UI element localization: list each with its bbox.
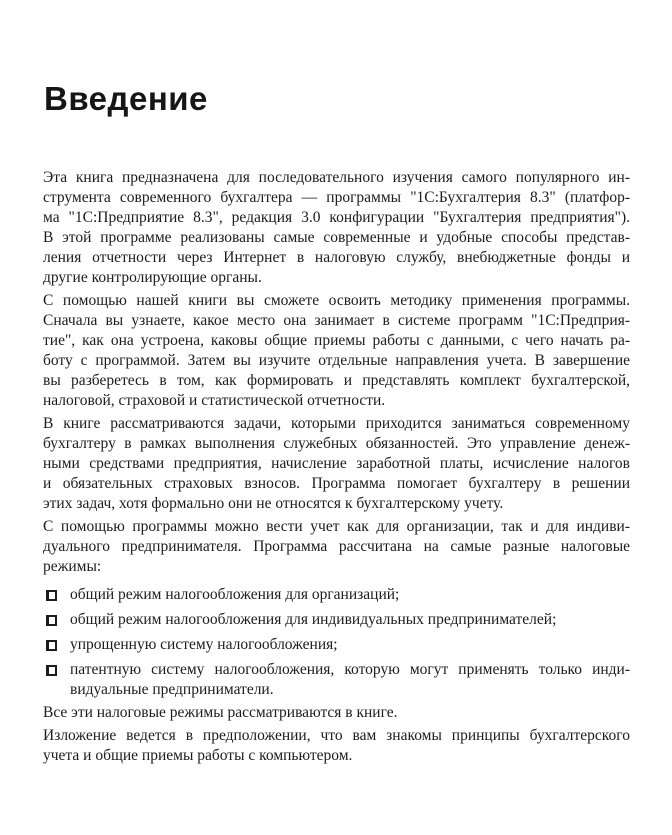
paragraph-line: другие контролирующие органы. — [43, 269, 262, 286]
paragraph-line: и обязательных страховых взносов. Программа помогает бухгалтеру в решении — [43, 475, 630, 492]
chapter-title: Введение — [44, 80, 208, 117]
paragraph-line: этих задач, хотя формально они не относятся к бухгалтерскому учету. — [43, 495, 504, 512]
paragraph-line: вы разберетесь в том, как формировать и представлять комплект бухгалтерской, — [43, 372, 630, 389]
paragraph — [43, 517, 630, 577]
paragraph-line: тие", как она устроена, каковы общие приемы работы с данными, с чего начать ра- — [43, 332, 630, 349]
paragraph — [43, 703, 630, 723]
paragraph-line: В книге рассматриваются задачи, которыми приходится заниматься современному — [43, 415, 630, 432]
list-item-line: общий режим налогообложения для организаций; — [70, 586, 400, 603]
paragraph-line: Эта книга предназначена для последовательного изучения самого популярного ин- — [43, 169, 630, 186]
paragraph-line: учета и общие приемы работы с компьютером. — [43, 747, 353, 764]
paragraph — [43, 414, 630, 514]
list-item-line: упрощенную систему налогообложения; — [70, 636, 338, 653]
paragraph — [43, 168, 630, 288]
list-item — [43, 660, 630, 700]
paragraph-line: режимы: — [43, 558, 102, 575]
paragraph — [43, 291, 630, 411]
paragraph-line: ления отчетности через Интернет в налоговую службу, внебюджетные фонды и — [43, 249, 630, 266]
list-item — [43, 610, 630, 630]
list-item — [43, 585, 630, 605]
square-bullet-icon — [46, 665, 57, 676]
paragraph-line: ными средствами предприятия, начисление заработной платы, исчисление налогов — [43, 455, 630, 472]
list-item-line: общий режим налогообложения для индивидуальных предпринимателей; — [70, 611, 557, 628]
body-text — [43, 168, 630, 766]
paragraph-line: Все эти налоговые режимы рассматриваются в книге. — [43, 704, 398, 721]
list-item-line: видуальные предприниматели. — [70, 681, 274, 698]
page-content — [43, 0, 630, 766]
paragraph — [43, 726, 630, 766]
square-bullet-icon — [46, 590, 57, 601]
paragraph-line: ма "1С:Предприятие 8.3", редакция 3.0 конфигурации "Бухгалтерия предприятия"). — [43, 209, 630, 226]
bullet-list — [43, 585, 630, 700]
paragraph-line: В этой программе реализованы самые современные и удобные способы представ- — [43, 229, 630, 246]
paragraph-line: налоговой, страховой и статистической отчетности. — [43, 392, 386, 409]
list-item — [43, 635, 630, 655]
paragraph-line: струмента современного бухгалтера — программы "1С:Бухгалтерия 8.3" (платфор- — [43, 189, 630, 206]
list-item-line: патентную систему налогообложения, которую могут применять только инди- — [70, 661, 630, 678]
paragraph-line: бухгалтеру в рамках выполнения служебных обязанностей. Это управление денеж- — [43, 435, 630, 452]
paragraph-line: боту с программой. Затем вы изучите отдельные направления учета. В завершение — [43, 352, 630, 369]
paragraph-line: дуального предпринимателя. Программа рассчитана на самые разные налоговые — [43, 538, 630, 555]
paragraph-line: С помощью нашей книги вы сможете освоить методику применения программы. — [43, 292, 630, 309]
square-bullet-icon — [46, 640, 57, 651]
paragraph-line: Сначала вы узнаете, какое место она занимает в системе программ "1С:Предприя- — [43, 312, 630, 329]
paragraph-line: С помощью программы можно вести учет как для организации, так и для индиви- — [43, 518, 630, 535]
paragraph-line: Изложение ведется в предположении, что вам знакомы принципы бухгалтерского — [43, 727, 630, 744]
square-bullet-icon — [46, 615, 57, 626]
